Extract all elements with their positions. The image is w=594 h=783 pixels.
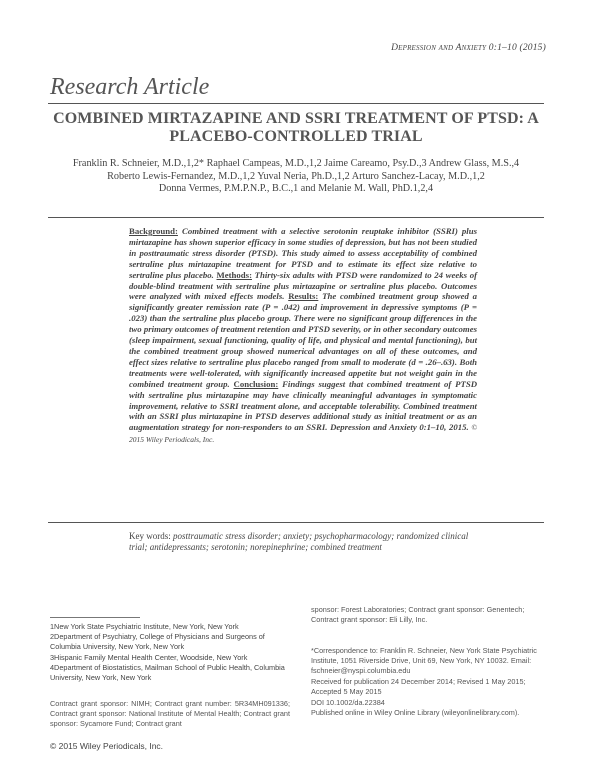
- footer-copyright: © 2015 Wiley Periodicals, Inc.: [50, 741, 164, 751]
- methods-label: Methods:: [216, 269, 252, 280]
- affiliation-3: 3Hispanic Family Mental Health Center, Woodside, New York: [50, 652, 248, 662]
- journal-issue: 0:1–10 (2015): [488, 43, 546, 53]
- abstract-top-rule: [48, 217, 544, 218]
- doi: DOI 10.1002/da.22384: [311, 698, 385, 707]
- journal-name: Depression and Anxiety: [391, 43, 487, 53]
- published-online: Published online in Wiley Online Library (wileyonlinelibrary.com).: [311, 708, 520, 718]
- publication-dates: Received for publication 24 December 2014; Revised 1 May 2015; Accepted 5 May 2015: [311, 676, 526, 696]
- affiliation-2: 2Department of Psychiatry, College of Physicians and Surgeons of Columbia University, New York, New York: [50, 632, 265, 652]
- abstract-bottom-rule: [48, 522, 544, 523]
- affiliation-1: 1New York State Psychiatric Institute, New York, New York: [50, 622, 239, 631]
- abstract-copyright: © 2015 Wiley Periodicals, Inc.: [129, 423, 478, 445]
- results-text: The combined treatment group showed a significantly greater remission rate (P = .042) and improvement in depressive symptoms (P = .023) than the sertraline plus placebo group. There were no significant group differences in the two primary outcomes of treatment retention and PTSD severity, or in other secondary outcomes (sleep impairment, sexual functioning, quality of life, and physical and mental functioning), but the combined treatment group showed numerical advantages on all of these outcomes, and effect sizes relative to sertraline plus placebo ranged from small to moderate (d = .26–.63). Both treatments were well-tolerated, with significantly increased appetite but not weight gain in the combined treatment group.: [129, 291, 478, 389]
- grant-info-continued: sponsor: Forest Laboratories; Contract grant sponsor: Genentech; Contract grant sponsor: Eli Lilly, Inc.: [311, 605, 525, 625]
- affiliation-4: 4Department of Biostatistics, Mailman School of Public Health, Columbia University, New York, New York: [50, 662, 285, 683]
- methods-text: Thirty-six adults with PTSD were randomized to 24 weeks of double-blind treatment with sertraline plus mirtazapine or sertraline plus placebo. Outcomes were analyzed with mixed effects models.: [129, 269, 478, 302]
- author-list: [48, 158, 544, 196]
- article-title: COMBINED MIRTAZAPINE AND SSRI TREATMENT OF PTSD: A PLACEBO-CONTROLLED TRIAL: [53, 110, 539, 145]
- background-text: Combined treatment with a selective serotonin reuptake inhibitor (SSRI) plus mirtazapine has shown superior efficacy in some studies of depression, but has not been studied in posttraumatic stress disorder (PTSD). This study aimed to assess acceptability of combined sertraline plus mirtazapine treatment for PTSD and to estimate its effect size relative to sertraline plus placebo.: [129, 226, 477, 280]
- results-label: Results:: [288, 291, 319, 302]
- correspondence: [311, 646, 544, 697]
- doi-block: [311, 698, 544, 718]
- keywords-value: posttraumatic stress disorder; anxiety; psychopharmacology; randomized clinical trial; antidepressants; serotonin; norepinephrine; combined treatment: [129, 531, 469, 553]
- conclusion-text: Findings suggest that combined treatment of PTSD with sertraline plus mirtazapine may have clinically meaningful advantages in symptomatic improvement, relative to SSRI treatment alone, and acceptable tolerability. Combined treatment with an SSRI plus mirtazapine in PTSD deserves additional study as initial treatment or as an augmentation strategy for non-responders to an SSRI. Depression and Anxiety 0:1–10, 2015.: [129, 378, 478, 433]
- grant-info: Contract grant sponsor: NIMH; Contract grant number: 5R34MH091336; Contract grant sponsor: National Institute of Mental Health; Contract grant sponsor: Sycamore Fund; Contract grant: [50, 699, 290, 729]
- background-label: Background:: [129, 226, 178, 236]
- keywords-label: Key words:: [129, 531, 171, 541]
- author-line-3: Donna Vermes, P.M.P.N.P., B.C.,1 and Melanie M. Wall, PhD.1,2,4: [158, 183, 434, 195]
- author-line-1: Franklin R. Schneier, M.D.,1,2* Raphael Campeas, M.D.,1,2 Jaime Careamo, Psy.D.,3 Andrew Glass, M.S.,4: [72, 158, 520, 169]
- author-line-2: Roberto Lewis-Fernandez, M.D.,1,2 Yuval Neria, Ph.D.,1,2 Arturo Sanchez-Lacay, M.D.,1,2: [107, 170, 485, 182]
- footnote-rule: [50, 617, 140, 618]
- header-rule: [48, 103, 544, 104]
- journal-header: [391, 43, 546, 53]
- abstract: [129, 226, 477, 446]
- conclusion-label: Conclusion:: [233, 378, 279, 389]
- section-label: Research Article: [50, 74, 210, 100]
- keywords: [129, 531, 477, 554]
- correspondence-text: *Correspondence to: Franklin R. Schneier, New York State Psychiatric Institute, 1051 Riverside Drive, Unit 69, New York, NY 10032. Email: fschneier@nyspi.columbia.edu: [311, 646, 537, 676]
- affiliations: [50, 622, 290, 683]
